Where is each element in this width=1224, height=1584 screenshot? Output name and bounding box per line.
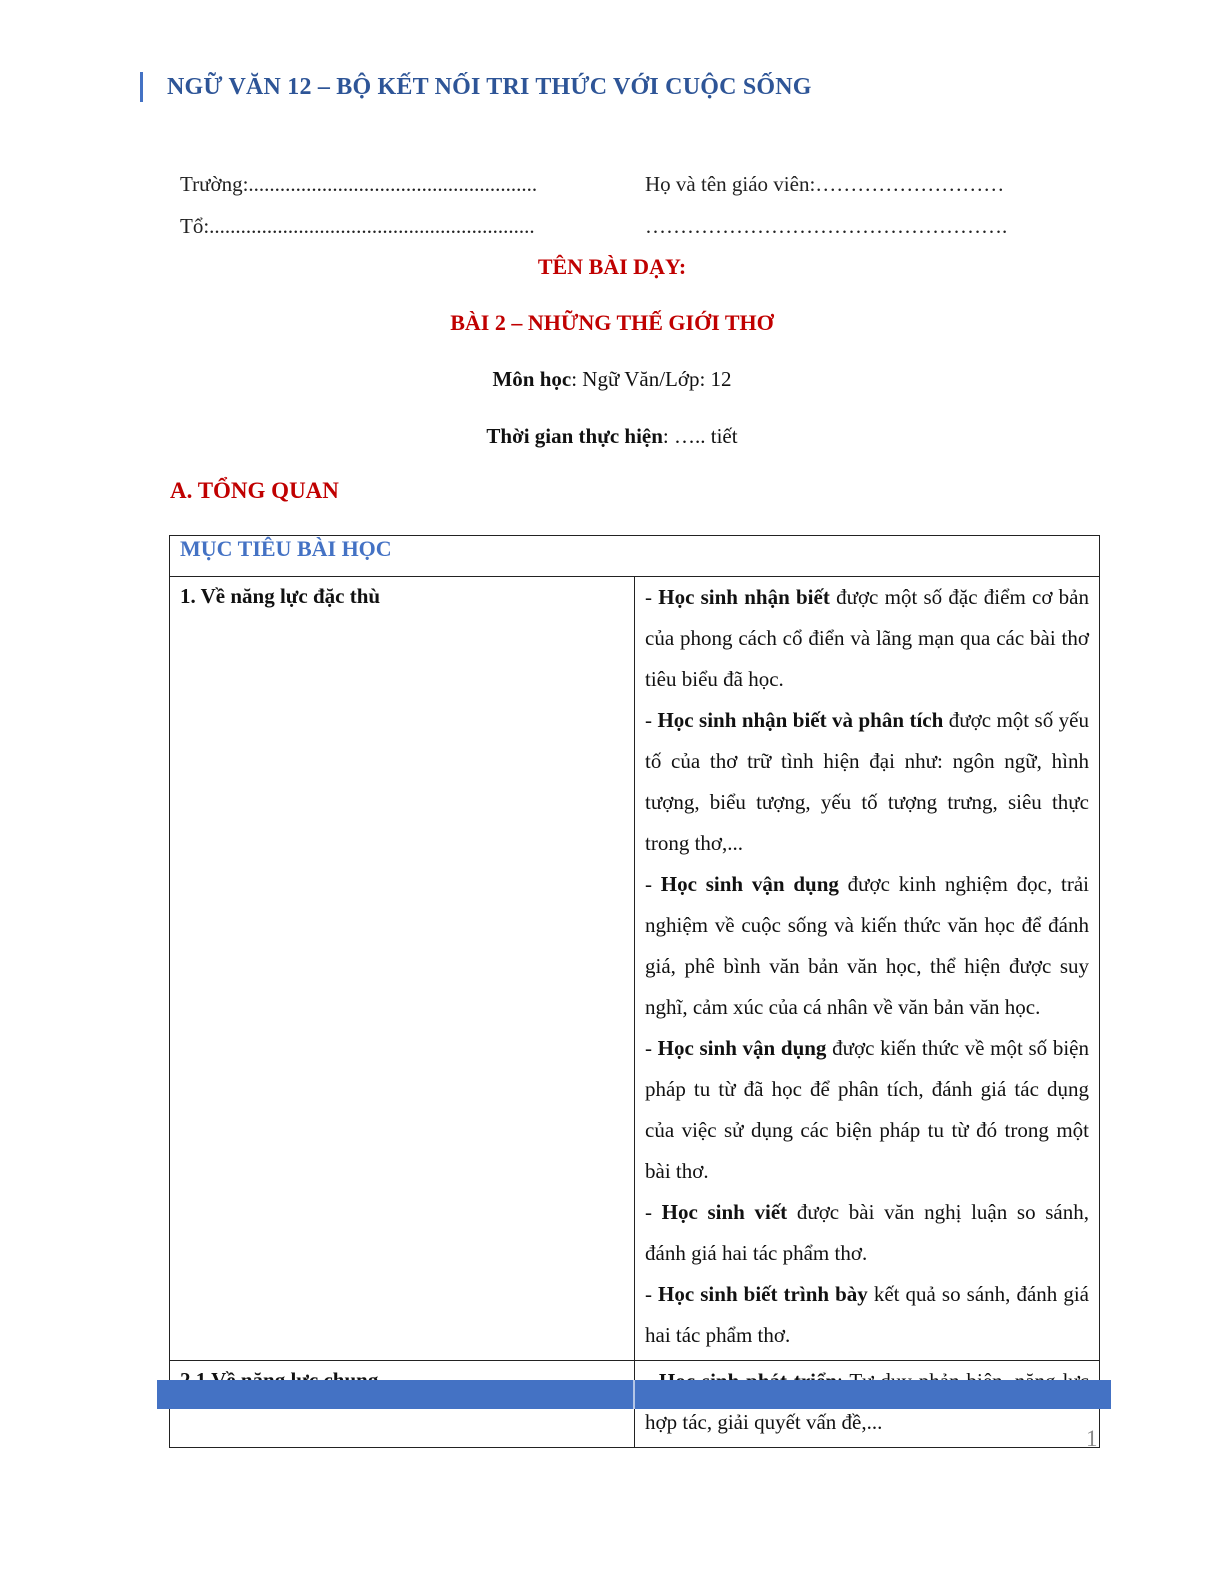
item-text: được một số đặc điểm cơ bản của phong cách cổ điển và lãng mạn qua các bài thơ tiêu biểu đã học.	[645, 585, 1089, 691]
time-line	[0, 424, 1224, 449]
header-title: NGỮ VĂN 12 – BỘ KẾT NỐI TRI THỨC VỚI CUỘC SỐNG	[167, 73, 812, 100]
list-item: - Học sinh nhận biết và phân tích được một số yếu tố của thơ trữ tình hiện đại như: ngôn ngữ, hình tượng, biểu tượng, yếu tố tượng trưng, siêu thực trong thơ,...	[645, 708, 1089, 855]
item-bold: Học sinh viết	[661, 1200, 788, 1224]
list-item: - Học sinh viết được bài văn nghị luận so sánh, đánh giá hai tác phẩm thơ.	[645, 1200, 1089, 1265]
row-content	[635, 577, 1100, 1361]
footer-bar-divider	[633, 1380, 635, 1409]
item-bold: Học sinh biết trình bày	[658, 1282, 868, 1306]
item-bold: Học sinh nhận biết	[658, 585, 830, 609]
item-text: được một số yếu tố của thơ trữ tình hiện đại như: ngôn ngữ, hình tượng, biểu tượng, yếu tố tượng trưng, siêu thực trong thơ,...	[645, 708, 1089, 855]
header-accent-bar	[140, 72, 143, 102]
goals-table-heading: MỤC TIÊU BÀI HỌC	[170, 536, 1100, 577]
lesson-title: BÀI 2 – NHỮNG THẾ GIỚI THƠ	[450, 310, 774, 335]
subject-line	[0, 367, 1224, 392]
subject-value: : Ngữ Văn/Lớp: 12	[571, 367, 732, 391]
item-text: hợp tác, giải quyết vấn đề,...	[645, 1410, 883, 1434]
item-bold: Học sinh vận dụng	[660, 872, 839, 896]
item-text: được kinh nghiệm đọc, trải nghiệm về cuộc sống và kiến thức văn học để đánh giá, phê bình văn bản văn học, thể hiện được suy nghĩ, cảm xúc của cá nhân về văn bản văn học.	[645, 872, 1089, 1019]
page-number: 1	[1086, 1426, 1098, 1451]
time-label: Thời gian thực hiện	[486, 424, 663, 448]
group-field: Tổ:..............................................................	[180, 214, 535, 238]
item-text: được kiến thức về một số biện pháp tu từ đã học để phân tích, đánh giá tác dụng của việc sử dụng các biện pháp tu từ đó trong một bài thơ.	[645, 1036, 1089, 1183]
table-row	[170, 577, 1100, 1361]
item-bold: Học sinh nhận biết và phân tích	[657, 708, 944, 732]
lesson-heading: TÊN BÀI DẠY:	[537, 254, 687, 279]
list-item: - Học sinh vận dụng được kinh nghiệm đọc, trải nghiệm về cuộc sống và kiến thức văn học để đánh giá, phê bình văn bản văn học, thể hiện được suy nghĩ, cảm xúc của cá nhân về văn bản văn học.	[645, 872, 1089, 1019]
item-text: được bài văn nghị luận so sánh, đánh giá hai tác phẩm thơ.	[645, 1200, 1089, 1265]
item-text: kết quả so sánh, đánh giá hai tác phẩm thơ.	[645, 1282, 1089, 1347]
school-field: Trường:.......................................................	[180, 172, 538, 196]
teacher-name-field: Họ và tên giáo viên:………………………	[645, 172, 1005, 196]
page-header	[140, 70, 812, 104]
list-item: - Học sinh vận dụng được kiến thức về một số biện pháp tu từ đã học để phân tích, đánh giá tác dụng của việc sử dụng các biện pháp tu từ đó trong một bài thơ.	[645, 1036, 1089, 1183]
list-item: - Học sinh nhận biết được một số đặc điểm cơ bản của phong cách cổ điển và lãng mạn qua các bài thơ tiêu biểu đã học.	[645, 585, 1089, 691]
time-value: : ….. tiết	[662, 424, 738, 448]
section-a-heading: A. TỔNG QUAN	[170, 478, 339, 503]
item-bold: Học sinh vận dụng	[657, 1036, 827, 1060]
footer-bar	[157, 1380, 1111, 1409]
goals-table-header-row	[170, 536, 1100, 577]
subject-label: Môn học	[492, 367, 572, 391]
row-label: 1. Về năng lực đặc thù	[170, 577, 635, 1361]
teacher-name-continuation: …………………………………………….	[645, 214, 1008, 238]
list-item: - Học sinh biết trình bày kết quả so sánh, đánh giá hai tác phẩm thơ.	[645, 1282, 1089, 1347]
goals-table	[169, 535, 1100, 1448]
